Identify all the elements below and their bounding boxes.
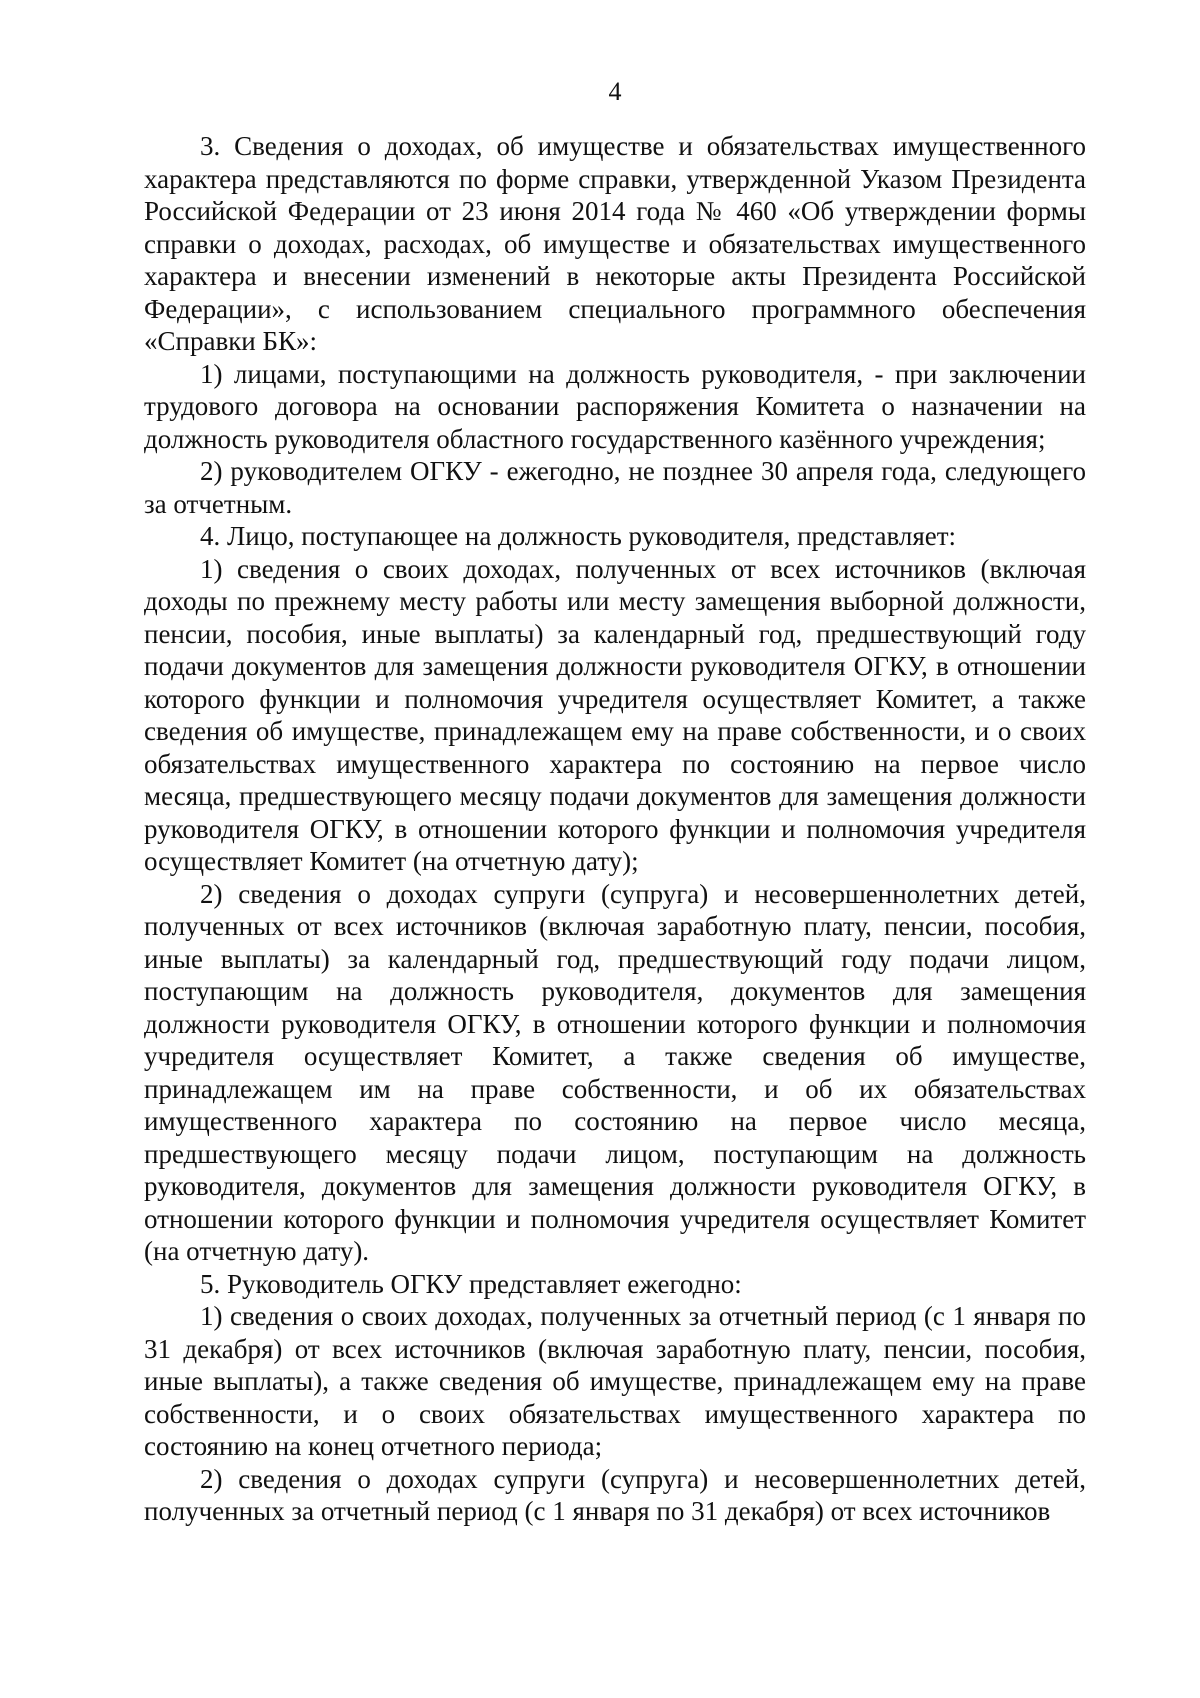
paragraph-5-intro: 5. Руководитель ОГКУ представляет ежегодно: <box>200 1268 742 1299</box>
paragraph-4-intro: 4. Лицо, поступающее на должность руководителя, представляет: <box>200 521 957 551</box>
page-number: 4 <box>608 77 622 106</box>
paragraph-3-item-2: 2) руководителем ОГКУ - ежегодно, не позднее 30 апреля года, следующего за отчетным. <box>144 456 1086 519</box>
paragraph-4-item-1: 1) сведения о своих доходах, полученных от всех источников (включая доходы по прежнему месту работы или месту замещения выборной должности, пенсии, пособия, иные выплаты) за календарный год, предшествующий году подачи документов для замещения должности руководителя ОГКУ, в отношении которого функции и полномочия учредителя осуществляет Комитет, а также сведения об имуществе, принадлежащем ему на праве собственности, и о своих обязательствах имущественного характера по состоянию на первое число месяца, предшествующего месяцу подачи документов для замещения должности руководителя ОГКУ, в отношении которого функции и полномочия учредителя осуществляет Комитет (на отчетную дату); <box>144 553 1086 876</box>
paragraph-4-item-2: 2) сведения о доходах супруги (супруга) и несовершеннолетних детей, полученных от всех источников (включая заработную плату, пенсии, пособия, иные выплаты) за календарный год, предшествующий году подачи лицом, поступающим на должность руководителя, документов для замещения должности руководителя ОГКУ, в отношении которого функции и полномочия учредителя осуществляет Комитет, а также сведения об имуществе, принадлежащем им на праве собственности, и об их обязательствах имущественного характера по состоянию на первое число месяца, предшествующего месяцу подачи лицом, поступающим на должность руководителя, документов для замещения должности руководителя ОГКУ, в отношении которого функции и полномочия учредителя осуществляет Комитет (на отчетную дату). <box>144 878 1086 1266</box>
paragraph-5-item-2: 2) сведения о доходах супруги (супруга) и несовершеннолетних детей, полученных за отчетный период (с 1 января по 31 декабря) от всех источников <box>144 1463 1086 1526</box>
paragraph-3-item-1: 1) лицами, поступающими на должность руководителя, - при заключении трудового договора на основании распоряжения Комитета о назначении на должность руководителя областного государственного казённого учреждения; <box>144 358 1086 454</box>
document-body <box>144 130 1086 1528</box>
paragraph-3-intro: 3. Сведения о доходах, об имуществе и обязательствах имущественного характера представляются по форме справки, утвержденной Указом Президента Российской Федерации от 23 июня 2014 года № 460 «Об утверждении формы справки о доходах, расходах, об имуществе и обязательствах имущественного характера и внесении изменений в некоторые акты Президента Российской Федерации», с использованием специального программного обеспечения «Справки БК»: <box>144 131 1086 356</box>
paragraph-5-item-1: 1) сведения о своих доходах, полученных за отчетный период (с 1 января по 31 декабря) от всех источников (включая заработную плату, пенсии, пособия, иные выплаты), а также сведения об имуществе, принадлежащем ему на праве собственности, и о своих обязательствах имущественного характера по состоянию на конец отчетного периода; <box>144 1301 1086 1461</box>
